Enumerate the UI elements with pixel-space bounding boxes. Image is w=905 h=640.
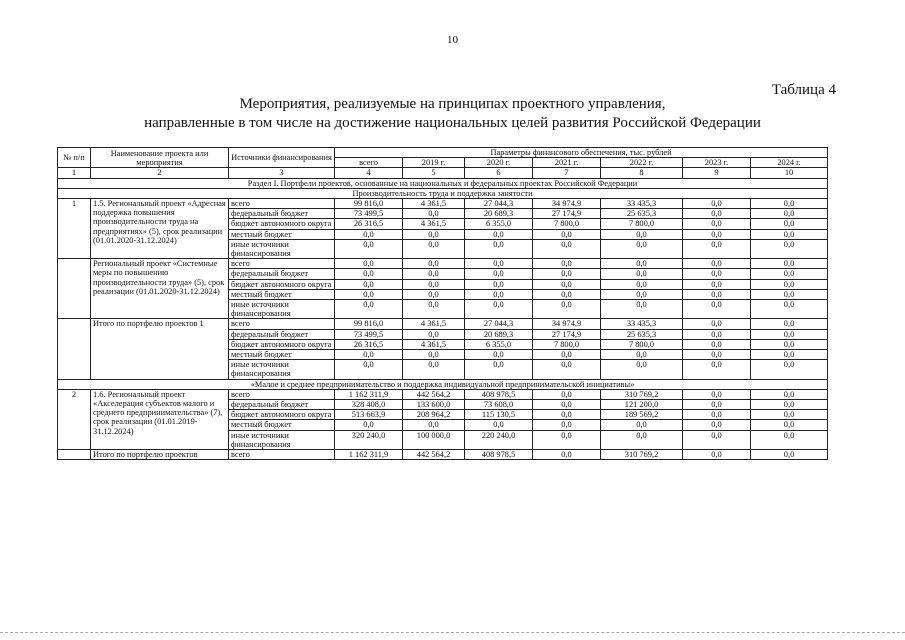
amount-cell: 0,0 (683, 219, 751, 229)
page-number: 10 (447, 34, 458, 46)
amount-cell: 0,0 (683, 400, 751, 410)
funding-source: иные источники финансирования (229, 430, 335, 449)
amount-cell: 27 174,9 (533, 329, 601, 339)
funding-source: всего (229, 199, 335, 209)
amount-cell: 0,0 (683, 319, 751, 329)
amount-cell: 0,0 (683, 430, 751, 449)
amount-cell: 0,0 (683, 450, 751, 460)
amount-cell: 0,0 (683, 329, 751, 339)
amount-cell: 0,0 (751, 420, 828, 430)
row-number (58, 319, 91, 379)
amount-cell: 0,0 (533, 360, 601, 379)
funding-source: местный бюджет (229, 420, 335, 430)
title-line-2: направленные в том числе на достижение национальных целей развития Российской Федерации (144, 115, 761, 131)
header-name: Наименование проекта или мероприятия (91, 148, 229, 168)
amount-cell: 0,0 (751, 319, 828, 329)
header-no: № п/п (58, 148, 91, 168)
amount-cell: 0,0 (601, 279, 683, 289)
amount-cell: 0,0 (465, 239, 533, 258)
project-name: Итого по портфелю проектов 1 (91, 319, 229, 379)
amount-cell: 25 635,3 (601, 209, 683, 219)
column-number: 7 (533, 168, 601, 178)
table-label: Таблица 4 (771, 82, 836, 98)
amount-cell: 0,0 (683, 209, 751, 219)
group-title: «Малое и среднее предпринимательство и поддержка индивидуальной предпринимательской инициативы» (58, 379, 828, 389)
amount-cell: 0,0 (465, 300, 533, 319)
amount-cell: 513 663,9 (335, 410, 403, 420)
amount-cell: 310 769,2 (601, 389, 683, 399)
amount-cell: 0,0 (683, 389, 751, 399)
amount-cell: 6 355,0 (465, 219, 533, 229)
amount-cell: 0,0 (403, 360, 465, 379)
amount-cell: 0,0 (683, 239, 751, 258)
amount-cell: 7 800,0 (601, 339, 683, 349)
amount-cell: 0,0 (335, 239, 403, 258)
amount-cell: 4 361,5 (403, 339, 465, 349)
amount-cell: 0,0 (533, 279, 601, 289)
amount-cell: 99 816,0 (335, 319, 403, 329)
row-number (58, 259, 91, 319)
amount-cell: 0,0 (751, 430, 828, 449)
amount-cell: 0,0 (533, 450, 601, 460)
amount-cell: 0,0 (601, 430, 683, 449)
document-title (0, 95, 905, 133)
amount-cell: 0,0 (465, 420, 533, 430)
funding-source: иные источники финансирования (229, 300, 335, 319)
table-row (58, 319, 828, 329)
amount-cell: 0,0 (751, 269, 828, 279)
amount-cell: 0,0 (533, 289, 601, 299)
amount-cell: 0,0 (403, 269, 465, 279)
amount-cell: 0,0 (465, 269, 533, 279)
amount-cell: 33 435,3 (601, 319, 683, 329)
header-year: 2024 г. (751, 158, 828, 168)
header-year: 2021 г. (533, 158, 601, 168)
amount-cell: 73 499,5 (335, 329, 403, 339)
amount-cell: 0,0 (683, 199, 751, 209)
amount-cell: 189 569,2 (601, 410, 683, 420)
amount-cell: 4 361,5 (403, 319, 465, 329)
amount-cell: 0,0 (533, 410, 601, 420)
amount-cell: 0,0 (683, 339, 751, 349)
section-title: Раздел I. Портфели проектов, основанные на национальных и федеральных проектах Российской Федерации (58, 178, 828, 188)
project-name: 1.6. Региональный проект «Акселерация субъектов малого и среднего предпринимательства» (7), срок реализации (01.01.2019-31.12.2024) (91, 389, 229, 449)
amount-cell: 34 974,9 (533, 199, 601, 209)
amount-cell: 1 162 311,9 (335, 389, 403, 399)
project-name: Региональный проект «Системные меры по повышению производительности труда» (5), срок реализации (01.01.2020-31.12.2024) (91, 259, 229, 319)
amount-cell: 0,0 (335, 229, 403, 239)
amount-cell: 0,0 (335, 279, 403, 289)
column-number: 8 (601, 168, 683, 178)
funding-source: бюджет автономного округа (229, 339, 335, 349)
amount-cell: 0,0 (683, 360, 751, 379)
amount-cell: 0,0 (465, 259, 533, 269)
amount-cell: 0,0 (533, 269, 601, 279)
amount-cell: 0,0 (751, 389, 828, 399)
column-number: 10 (751, 168, 828, 178)
amount-cell: 0,0 (601, 239, 683, 258)
amount-cell: 0,0 (403, 259, 465, 269)
amount-cell: 0,0 (751, 350, 828, 360)
amount-cell: 0,0 (683, 410, 751, 420)
amount-cell: 0,0 (533, 389, 601, 399)
amount-cell: 0,0 (335, 300, 403, 319)
header-sources: Источники финансирования (229, 148, 335, 168)
amount-cell: 328 408,0 (335, 400, 403, 410)
amount-cell: 7 800,0 (533, 339, 601, 349)
amount-cell: 0,0 (403, 289, 465, 299)
column-number: 9 (683, 168, 751, 178)
amount-cell: 0,0 (465, 360, 533, 379)
table-row (58, 389, 828, 399)
amount-cell: 27 044,3 (465, 199, 533, 209)
table-row (58, 199, 828, 209)
header-year: 2023 г. (683, 158, 751, 168)
amount-cell: 0,0 (601, 229, 683, 239)
amount-cell: 0,0 (751, 410, 828, 420)
amount-cell: 0,0 (403, 209, 465, 219)
amount-cell: 0,0 (465, 229, 533, 239)
amount-cell: 408 978,5 (465, 450, 533, 460)
amount-cell: 0,0 (465, 350, 533, 360)
amount-cell: 100 000,0 (403, 430, 465, 449)
amount-cell: 0,0 (465, 289, 533, 299)
amount-cell: 0,0 (533, 350, 601, 360)
amount-cell: 0,0 (403, 300, 465, 319)
amount-cell: 320 240,0 (335, 430, 403, 449)
column-number: 5 (403, 168, 465, 178)
amount-cell: 0,0 (335, 269, 403, 279)
amount-cell: 0,0 (683, 229, 751, 239)
funding-source: бюджет автономного округа (229, 219, 335, 229)
amount-cell: 0,0 (403, 350, 465, 360)
funding-source: федеральный бюджет (229, 400, 335, 410)
funding-source: всего (229, 389, 335, 399)
amount-cell: 0,0 (465, 279, 533, 289)
amount-cell: 310 769,2 (601, 450, 683, 460)
project-name: Итого по портфелю проектов (91, 450, 229, 460)
amount-cell: 0,0 (751, 199, 828, 209)
column-number: 1 (58, 168, 91, 178)
amount-cell: 0,0 (683, 279, 751, 289)
amount-cell: 0,0 (533, 420, 601, 430)
amount-cell: 0,0 (751, 329, 828, 339)
funding-source: иные источники финансирования (229, 360, 335, 379)
amount-cell: 0,0 (751, 400, 828, 410)
table-row (58, 259, 828, 269)
amount-cell: 25 635,3 (601, 329, 683, 339)
amount-cell: 0,0 (751, 339, 828, 349)
amount-cell: 0,0 (601, 300, 683, 319)
amount-cell: 4 361,5 (403, 199, 465, 209)
funding-source: федеральный бюджет (229, 209, 335, 219)
amount-cell: 0,0 (533, 259, 601, 269)
amount-cell: 208 964,2 (403, 410, 465, 420)
amount-cell: 0,0 (751, 219, 828, 229)
amount-cell: 0,0 (403, 229, 465, 239)
amount-cell: 0,0 (601, 269, 683, 279)
amount-cell: 220 240,0 (465, 430, 533, 449)
amount-cell: 34 974,9 (533, 319, 601, 329)
amount-cell: 0,0 (403, 329, 465, 339)
amount-cell: 0,0 (751, 450, 828, 460)
row-number: 1 (58, 199, 91, 259)
amount-cell: 0,0 (533, 229, 601, 239)
funding-source: местный бюджет (229, 289, 335, 299)
table-row (58, 450, 828, 460)
amount-cell: 0,0 (751, 289, 828, 299)
amount-cell: 0,0 (751, 300, 828, 319)
amount-cell: 0,0 (601, 420, 683, 430)
group-title: Производительность труда и поддержка занятости (58, 188, 828, 198)
funding-source: бюджет автономного округа (229, 410, 335, 420)
amount-cell: 0,0 (403, 420, 465, 430)
amount-cell: 26 316,5 (335, 339, 403, 349)
amount-cell: 6 355,0 (465, 339, 533, 349)
amount-cell: 0,0 (335, 420, 403, 430)
funding-source: всего (229, 319, 335, 329)
column-number: 2 (91, 168, 229, 178)
amount-cell: 0,0 (533, 239, 601, 258)
amount-cell: 0,0 (751, 259, 828, 269)
amount-cell: 0,0 (683, 300, 751, 319)
header-year: всего (335, 158, 403, 168)
header-year: 2022 г. (601, 158, 683, 168)
column-number: 6 (465, 168, 533, 178)
amount-cell: 0,0 (751, 229, 828, 239)
header-year: 2020 г. (465, 158, 533, 168)
amount-cell: 133 600,0 (403, 400, 465, 410)
funding-source: всего (229, 259, 335, 269)
amount-cell: 26 316,5 (335, 219, 403, 229)
financing-table (57, 147, 828, 460)
funding-source: федеральный бюджет (229, 269, 335, 279)
amount-cell: 0,0 (335, 360, 403, 379)
amount-cell: 4 361,5 (403, 219, 465, 229)
amount-cell: 0,0 (601, 350, 683, 360)
amount-cell: 99 816,0 (335, 199, 403, 209)
row-number (58, 450, 91, 460)
amount-cell: 0,0 (683, 259, 751, 269)
amount-cell: 1 162 311,9 (335, 450, 403, 460)
amount-cell: 7 800,0 (533, 219, 601, 229)
amount-cell: 442 564,2 (403, 450, 465, 460)
amount-cell: 7 800,0 (601, 219, 683, 229)
amount-cell: 27 174,9 (533, 209, 601, 219)
amount-cell: 0,0 (335, 289, 403, 299)
amount-cell: 0,0 (403, 279, 465, 289)
header-year: 2019 г. (403, 158, 465, 168)
amount-cell: 0,0 (751, 360, 828, 379)
amount-cell: 0,0 (751, 279, 828, 289)
row-number: 2 (58, 389, 91, 449)
amount-cell: 33 435,3 (601, 199, 683, 209)
amount-cell: 0,0 (683, 269, 751, 279)
amount-cell: 442 564,2 (403, 389, 465, 399)
funding-source: всего (229, 450, 335, 460)
scan-edge-line (0, 632, 905, 634)
amount-cell: 20 689,3 (465, 209, 533, 219)
funding-source: местный бюджет (229, 229, 335, 239)
amount-cell: 121 200,0 (601, 400, 683, 410)
amount-cell: 0,0 (601, 259, 683, 269)
amount-cell: 0,0 (403, 239, 465, 258)
amount-cell: 73 608,0 (465, 400, 533, 410)
column-number: 4 (335, 168, 403, 178)
amount-cell: 0,0 (533, 300, 601, 319)
funding-source: федеральный бюджет (229, 329, 335, 339)
amount-cell: 408 978,5 (465, 389, 533, 399)
amount-cell: 0,0 (533, 400, 601, 410)
amount-cell: 0,0 (601, 360, 683, 379)
title-line-1: Мероприятия, реализуемые на принципах проектного управления, (239, 96, 666, 112)
amount-cell: 0,0 (751, 239, 828, 258)
funding-source: местный бюджет (229, 350, 335, 360)
amount-cell: 0,0 (335, 259, 403, 269)
header-params: Параметры финансового обеспечения, тыс. рублей (335, 148, 828, 158)
funding-source: бюджет автономного округа (229, 279, 335, 289)
amount-cell: 0,0 (335, 350, 403, 360)
amount-cell: 115 130,5 (465, 410, 533, 420)
table-body (58, 178, 828, 460)
amount-cell: 0,0 (751, 209, 828, 219)
project-name: 1.5. Региональный проект «Адресная поддержка повышения производительности труда на предприятиях» (5), срок реализации (01.01.2020-31.12.2024) (91, 199, 229, 259)
funding-source: иные источники финансирования (229, 239, 335, 258)
column-number: 3 (229, 168, 335, 178)
amount-cell: 20 689,3 (465, 329, 533, 339)
amount-cell: 0,0 (533, 430, 601, 449)
table-header (58, 148, 828, 179)
amount-cell: 0,0 (601, 289, 683, 299)
amount-cell: 0,0 (683, 420, 751, 430)
amount-cell: 73 499,5 (335, 209, 403, 219)
amount-cell: 0,0 (683, 289, 751, 299)
amount-cell: 0,0 (683, 350, 751, 360)
amount-cell: 27 044,3 (465, 319, 533, 329)
